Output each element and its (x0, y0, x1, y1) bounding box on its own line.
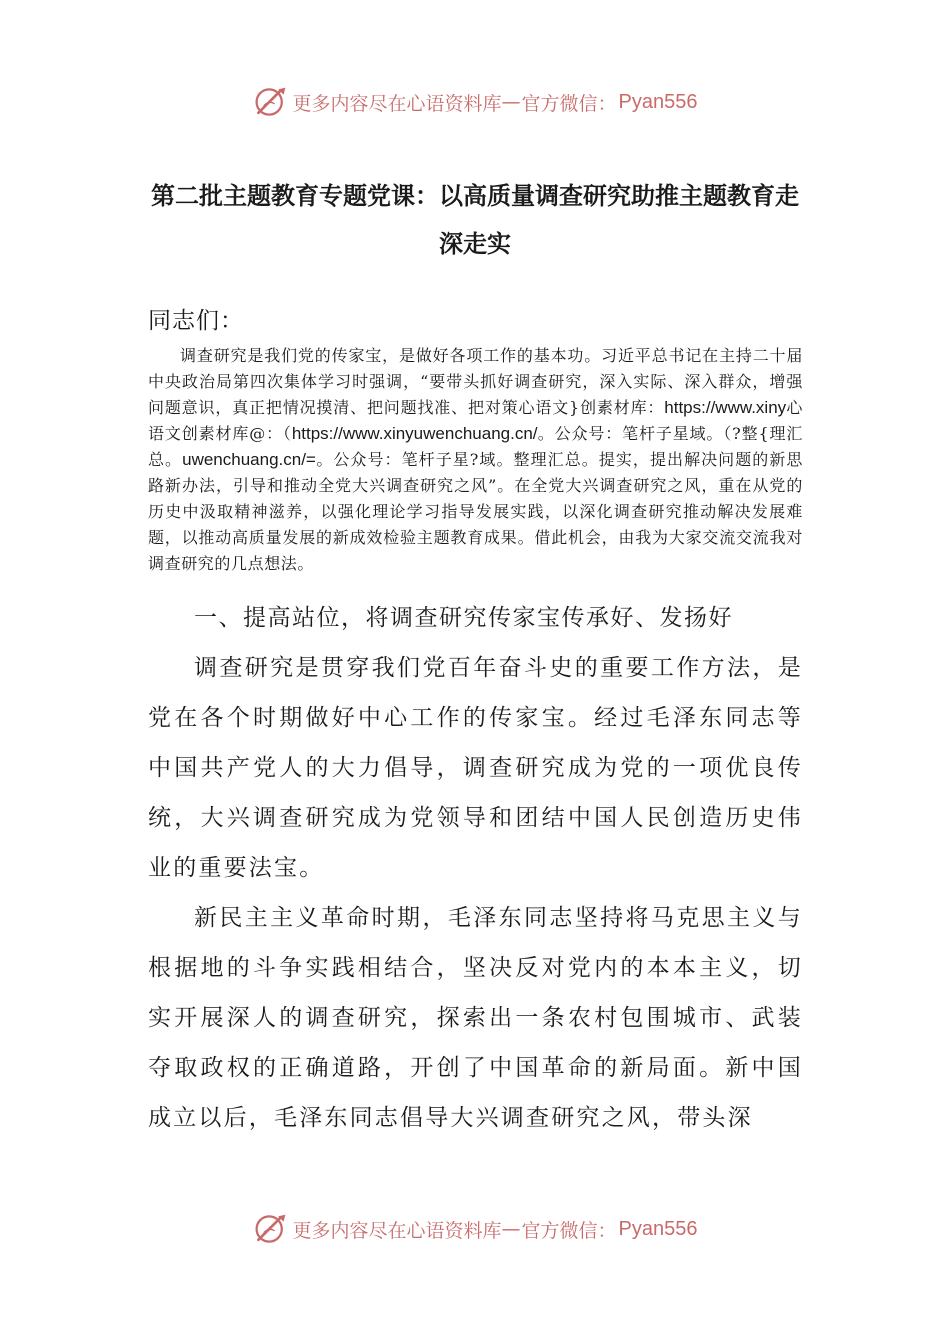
greeting: 同志们： (148, 308, 244, 334)
body-paragraph-1: 调查研究是贯穿我们党百年奋斗史的重要工作方法，是党在各个时期做好中心工作的传家宝。经过毛泽东同志等中国共产党人的大力倡导，调查研究成为党的一项优良传统，大兴调查研究成为党领导和团结中国人民创造历史伟业的重要法宝。 (148, 655, 803, 881)
intro-url-1[interactable]: https://www.xiny (664, 398, 787, 417)
watermark-separator: — (501, 1218, 522, 1240)
watermark-wechat-label: 官方微信： (521, 92, 617, 115)
watermark-separator: — (501, 91, 522, 113)
section-heading-1: 一、提高站位，将调查研究传家宝传承好、发扬好 (194, 605, 733, 631)
header-watermark (0, 82, 950, 122)
intro-paragraph (148, 343, 803, 577)
document-title: 第二批主题教育专题党课：以高质量调查研究助推主题教育走深走实 (151, 182, 799, 258)
footer-watermark (0, 1209, 950, 1249)
intro-url-3[interactable]: uwenchuang.cn/= (182, 450, 316, 469)
intro-text-2: 心语文创素材库@：（ (148, 398, 803, 443)
intro-text-3: 。公众号：笔杆子星域。（?整{理汇总。 (148, 424, 803, 469)
watermark-text: 更多内容尽在心语资料库 (292, 92, 502, 115)
intro-text-4: 。公众号：笔杆子星?域。整理汇总。提实，提出解决问题的新思路新办法，引导和推动全党大兴调查研究之风”。在全党大兴调查研究之风，重在从党的历史中汲取精神滋养，以强化理论学习指导发展实践，以深化调查研究推动解决发展难题，以推动高质量发展的新成效检验主题教育成果。借此机会，由我为大家交流交流我对调查研究的几点想法。 (148, 450, 803, 573)
pen-logo-icon (253, 1211, 289, 1247)
intro-text-1: 调查研究是我们党的传家宝，是做好各项工作的基本功。习近平总书记在主持二十届中央政治局第四次集体学习时强调，“要带头抓好调查研究，深入实际、深入群众，增强问题意识，真正把情况摸清、把问题找准、把对策心语文}创素材库： (148, 346, 803, 417)
watermark-text: 更多内容尽在心语资料库 (292, 1219, 502, 1242)
watermark-wechat-id: Pyan556 (618, 1217, 698, 1240)
watermark-wechat-label: 官方微信： (521, 1219, 617, 1242)
watermark-wechat-id: Pyan556 (618, 90, 698, 113)
pen-logo-icon (253, 84, 289, 120)
body-paragraph-2: 新民主主义革命时期，毛泽东同志坚持将马克思主义与根据地的斗争实践相结合，坚决反对党内的本本主义，切实开展深人的调查研究，探索出一条农村包围城市、武装夺取政权的正确道路，开创了中国革命的新局面。新中国成立以后，毛泽东同志倡导大兴调查研究之风，带头深 (148, 905, 803, 1131)
intro-url-2[interactable]: https://www.xinyuwenchuang.cn/ (291, 424, 538, 443)
